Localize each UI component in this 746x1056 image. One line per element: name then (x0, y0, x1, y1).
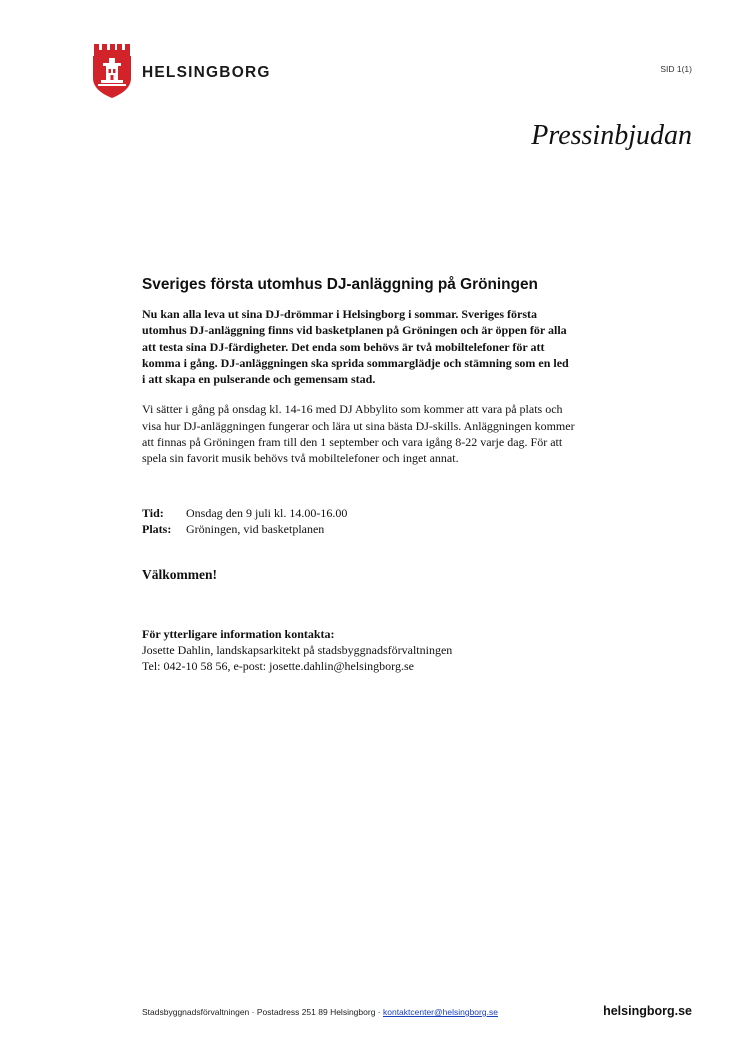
lead-line: i att skapa en pulserande och gemensam stad. (142, 372, 376, 387)
contact-info (142, 626, 607, 674)
press-release-content (142, 276, 607, 674)
contact-heading: För ytterligare information kontakta: (142, 626, 335, 641)
document-type-title: Pressinbjudan (531, 120, 692, 151)
footer-email-link[interactable]: kontaktcenter@helsingborg.se (382, 1007, 498, 1017)
body-line: spela sin favorit musik behövs två mobiltelefoner och inget annat. (142, 451, 459, 466)
body-paragraph (142, 401, 607, 466)
event-details (142, 505, 607, 537)
time-label: Tid: (142, 505, 164, 520)
body-line: Vi sätter i gång på onsdag kl. 14-16 med DJ Abbylito som kommer att vara på plats och (142, 402, 563, 417)
welcome-text: Välkommen! (142, 566, 217, 582)
place-label: Plats: (142, 521, 172, 536)
footer-address-text: Stadsbyggnadsförvaltningen · Postadress 251 89 Helsingborg · (142, 1007, 383, 1017)
body-line: att finnas på Gröningen fram till den 1 september och vara igång 8-22 varje dag. För att (142, 435, 563, 450)
lead-line: att testa sina DJ-färdigheter. Det enda som behövs är två mobiltelefoner för att (142, 339, 545, 354)
lead-paragraph (142, 306, 607, 387)
page-number: SID 1(1) (660, 64, 692, 74)
place-row (142, 521, 607, 537)
footer-address (142, 1007, 498, 1017)
brand-name: HELSINGBORG (142, 64, 271, 81)
lead-line: komma i gång. DJ-anläggningen ska sprida sommarglädje och stämning som en led (142, 355, 569, 370)
contact-phone-email: Tel: 042-10 58 56, e-post: josette.dahlin@helsingborg.se (142, 658, 414, 673)
time-row (142, 505, 607, 521)
footer-website[interactable]: helsingborg.se (603, 1004, 692, 1018)
lead-line: utomhus DJ-anläggning finns vid basketplanen på Gröningen och är öppen för alla (142, 323, 567, 338)
lead-line: Nu kan alla leva ut sina DJ-drömmar i Helsingborg i sommar. Sveriges första (142, 307, 537, 321)
headline: Sveriges första utomhus DJ-anläggning på Gröningen (142, 276, 538, 293)
contact-person: Josette Dahlin, landskapsarkitekt på stadsbyggnadsförvaltningen (142, 642, 453, 657)
time-value: Onsdag den 9 juli kl. 14.00-16.00 (186, 505, 348, 520)
helsingborg-crest-icon (92, 44, 132, 98)
body-line: visa hur DJ-anläggningen fungerar och lära ut sina bästa DJ-skills. Anläggningen kommer (142, 418, 575, 433)
place-value: Gröningen, vid basketplanen (186, 521, 325, 536)
